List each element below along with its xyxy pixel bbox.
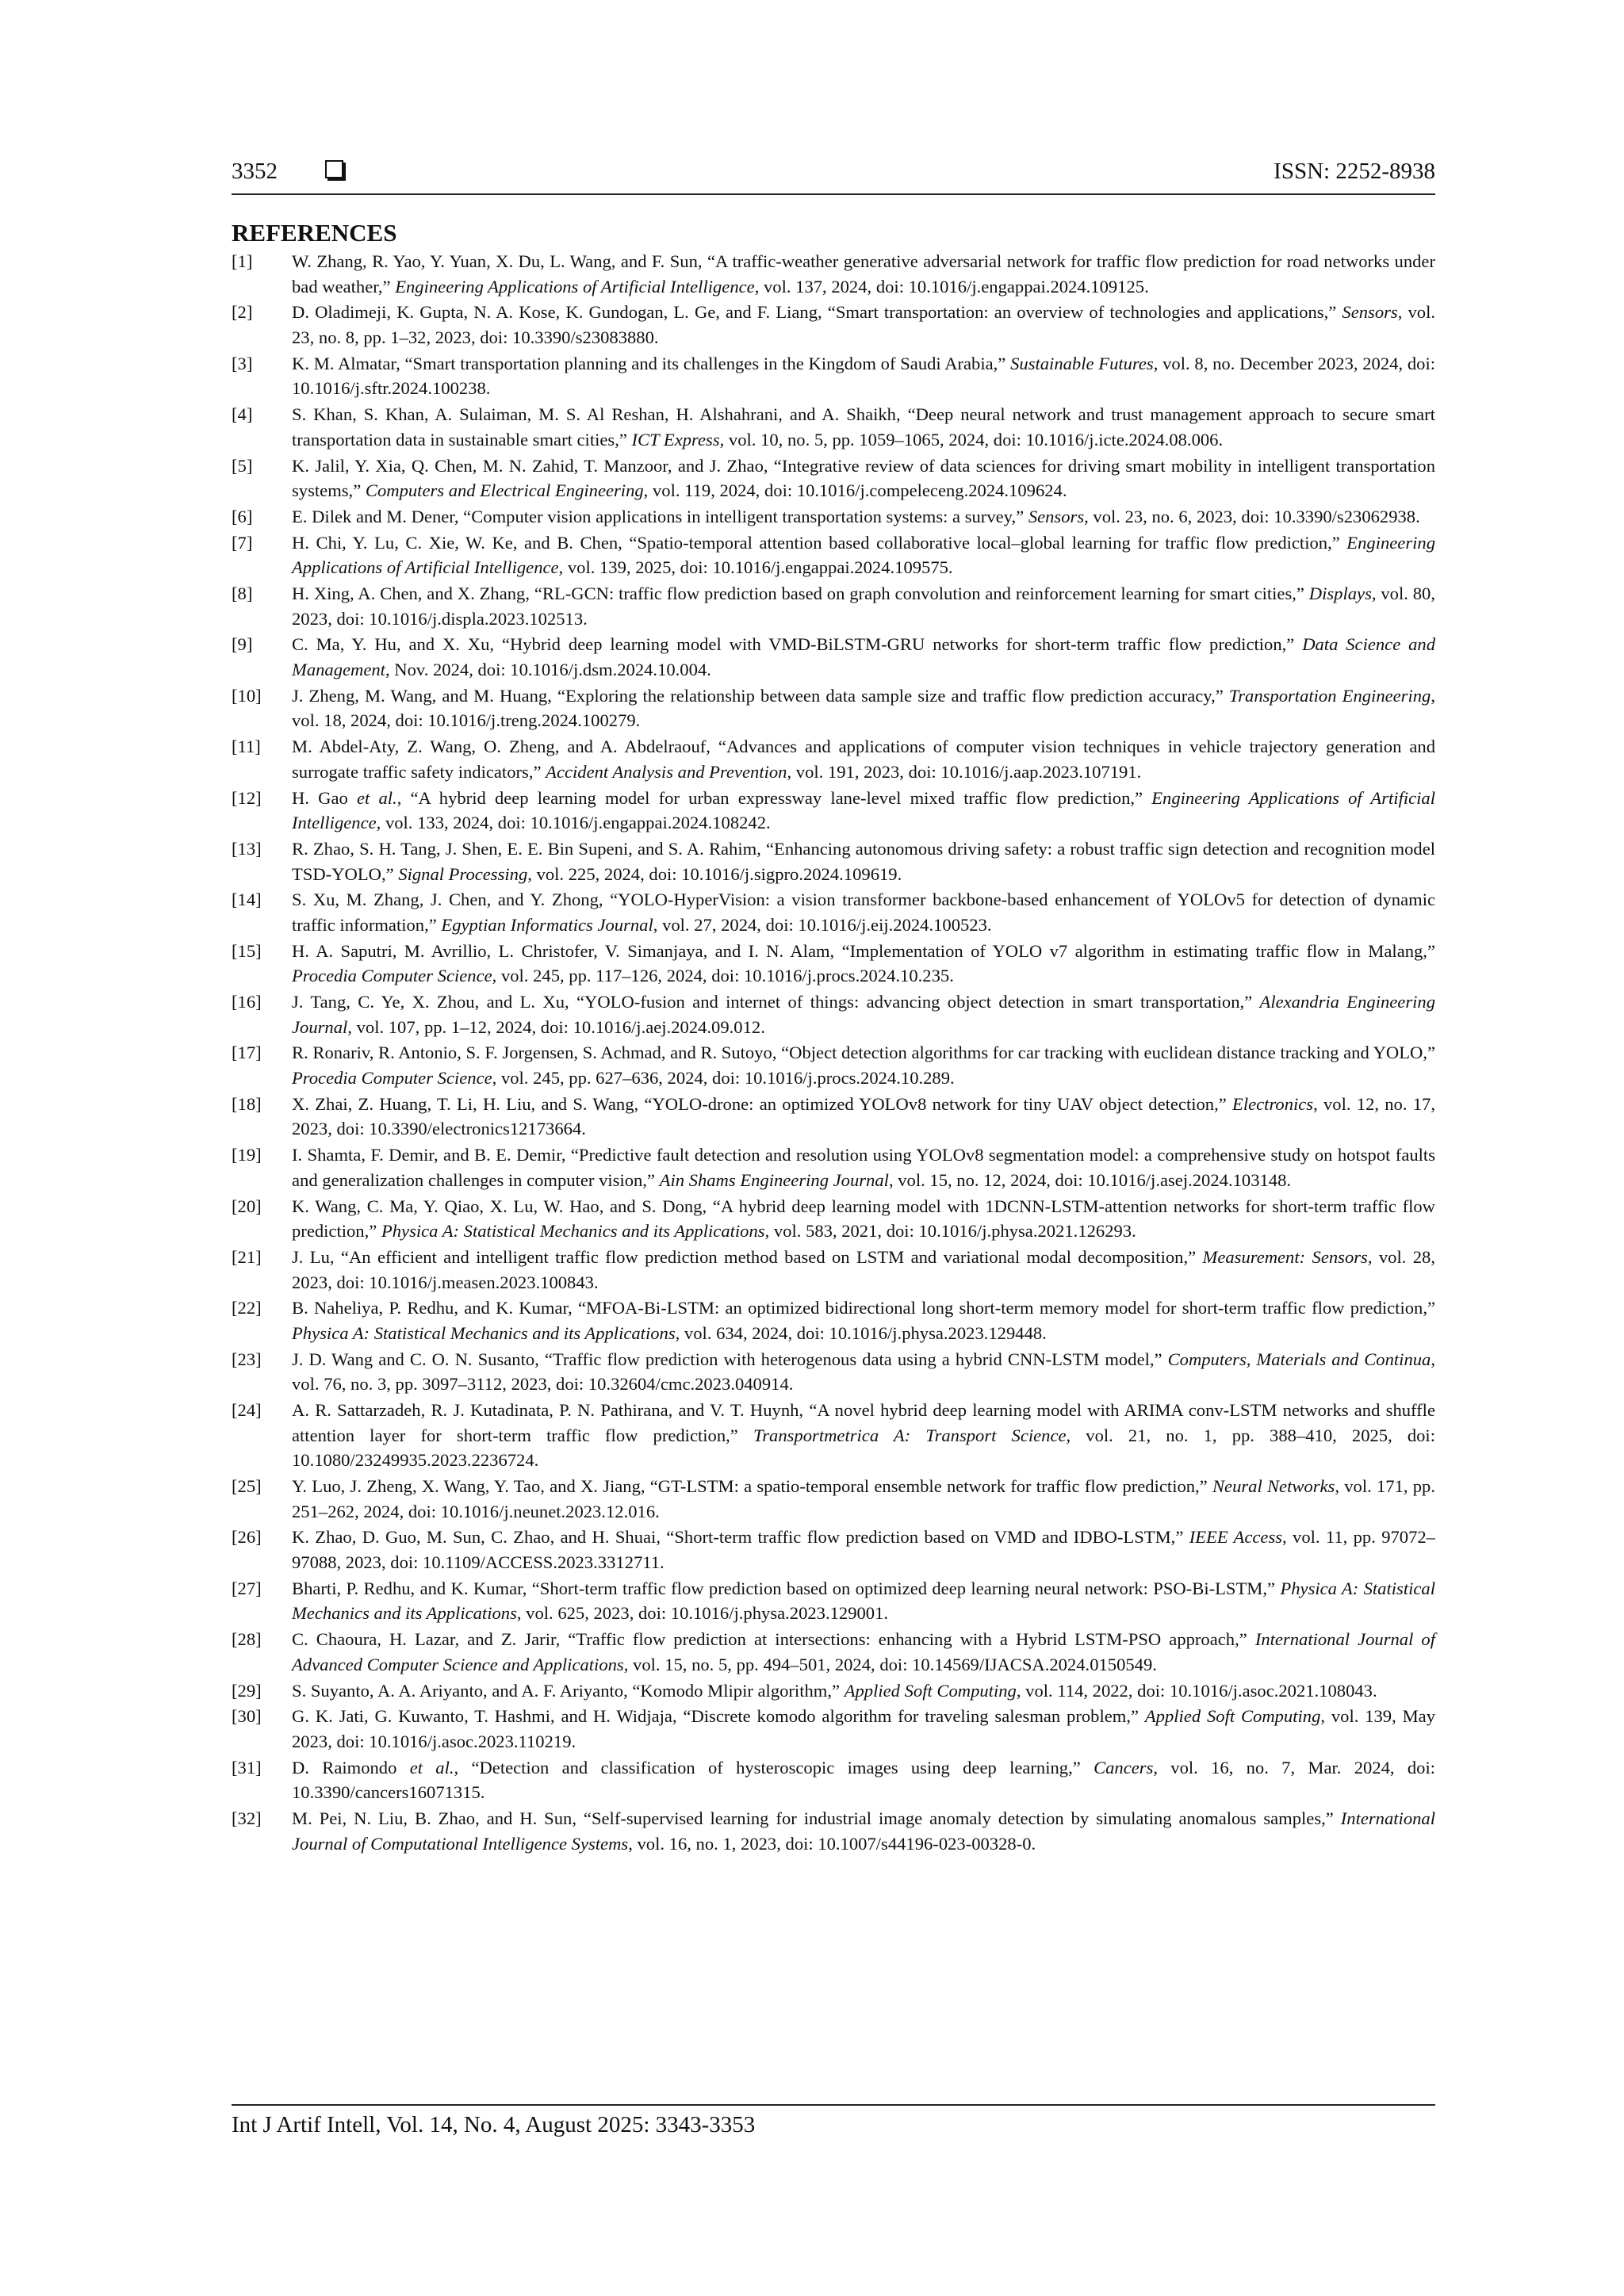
reference-item: [232, 1347, 1435, 1397]
reference-item: [232, 939, 1435, 989]
reference-item: [232, 683, 1435, 733]
reference-number: [7]: [232, 532, 253, 553]
reference-number: [32]: [232, 1808, 262, 1829]
reference-number: [16]: [232, 992, 262, 1012]
reference-item: [232, 836, 1435, 886]
reference-text: S. Xu, M. Zhang, J. Chen, and Y. Zhong, “YOLO-HyperVision: a vision transformer backbone-based enhancement of YOLOv5 for detection of dynamic traffic information,” Egyptian Informatics Journal, vol. 27, 2024, doi: 10.1016/j.eij.2024.100523.: [292, 890, 1435, 935]
reference-number: [15]: [232, 940, 262, 961]
reference-item: [232, 1245, 1435, 1295]
reference-text: X. Zhai, Z. Huang, T. Li, H. Liu, and S. Wang, “YOLO-drone: an optimized YOLOv8 network for tiny UAV object detection,” Electronics, vol. 12, no. 17, 2023, doi: 10.3390/electronics12173664.: [292, 1093, 1436, 1139]
reference-item: [232, 1704, 1435, 1754]
reference-item: [232, 1398, 1435, 1473]
reference-text: K. Jalil, Y. Xia, Q. Chen, M. N. Zahid, T. Manzoor, and J. Zhao, “Integrative review of data sciences for driving smart mobility in intelligent transportation systems,” Computers and Electrical Engineering, vol. 119, 2024, doi: 10.1016/j.compeleceng.2024.109624.: [292, 455, 1435, 501]
reference-text: H. Xing, A. Chen, and X. Zhang, “RL-GCN: traffic flow prediction based on graph convolution and reinforcement learning for smart cities,” Displays, vol. 80, 2023, doi: 10.1016/j.displa.2023.102513.: [292, 584, 1435, 629]
reference-text: W. Zhang, R. Yao, Y. Yuan, X. Du, L. Wang, and F. Sun, “A traffic-weather generative adversarial network for traffic flow prediction for road networks under bad weather,” Engineering Applications of Artificial Intelligence, vol. 137, 2024, doi: 10.1016/j.engappai.2024.109125.: [292, 251, 1435, 297]
reference-text: D. Oladimeji, K. Gupta, N. A. Kose, K. Gundogan, L. Ge, and F. Liang, “Smart transportation: an overview of technologies and applications,” Sensors, vol. 23, no. 8, pp. 1–32, 2023, doi: 10.3390/s23083880.: [292, 302, 1435, 347]
reference-number: [13]: [232, 838, 262, 859]
reference-number: [14]: [232, 890, 262, 910]
reference-number: [25]: [232, 1476, 262, 1496]
reference-text: K. M. Almatar, “Smart transportation planning and its challenges in the Kingdom of Saudi Arabia,” Sustainable Futures, vol. 8, no. December 2023, 2024, doi: 10.1016/j.sftr.2024.100238.: [292, 353, 1435, 399]
reference-text: H. A. Saputri, M. Avrillio, L. Christofer, V. Simanjaya, and I. N. Alam, “Implementation of YOLO v7 algorithm in estimating traffic flow in Malang,” Procedia Computer Science, vol. 245, pp. 117–126, 2024, doi: 10.1016/j.procs.2024.10.235.: [292, 940, 1435, 986]
reference-number: [27]: [232, 1578, 262, 1598]
reference-item: [232, 581, 1435, 631]
reference-number: [20]: [232, 1196, 262, 1216]
page-header: [232, 155, 1435, 195]
reference-text: D. Raimondo et al., “Detection and classification of hysteroscopic images using deep learning,” Cancers, vol. 16, no. 7, Mar. 2024, doi: 10.3390/cancers16071315.: [292, 1757, 1435, 1803]
reference-item: [232, 734, 1435, 784]
reference-number: [9]: [232, 634, 253, 655]
page-number: 3352: [232, 159, 278, 184]
reference-number: [1]: [232, 251, 253, 271]
reference-number: [19]: [232, 1145, 262, 1165]
reference-text: Bharti, P. Redhu, and K. Kumar, “Short-term traffic flow prediction based on optimized deep learning neural network: PSO-Bi-LSTM,” Physica A: Statistical Mechanics and its Applications, vol. 625, 2023, doi: 10.1016/j.physa.2023.129001.: [292, 1578, 1435, 1624]
reference-text: K. Wang, C. Ma, Y. Qiao, X. Lu, W. Hao, and S. Dong, “A hybrid deep learning model with 1DCNN-LSTM-attention networks for short-term traffic flow prediction,” Physica A: Statistical Mechanics and its Applications, vol. 583, 2021, doi: 10.1016/j.physa.2021.126293.: [292, 1196, 1435, 1242]
reference-number: [30]: [232, 1706, 262, 1727]
reference-number: [24]: [232, 1400, 262, 1421]
reference-text: M. Pei, N. Liu, B. Zhao, and H. Sun, “Self-supervised learning for industrial image anomaly detection by simulating anomalous samples,” International Journal of Computational Intelligence Systems, vol. 16, no. 1, 2023, doi: 10.1007/s44196-023-00328-0.: [292, 1808, 1435, 1854]
reference-number: [17]: [232, 1043, 262, 1063]
reference-item: [232, 453, 1435, 503]
reference-list: [232, 249, 1435, 1857]
reference-text: J. Lu, “An efficient and intelligent traffic flow prediction method based on LSTM and variational modal decomposition,” Measurement: Sensors, vol. 28, 2023, doi: 10.1016/j.measen.2023.100843.: [292, 1246, 1435, 1292]
reference-number: [2]: [232, 302, 253, 323]
reference-item: [232, 1525, 1435, 1575]
reference-number: [29]: [232, 1680, 262, 1701]
footer-rule: [232, 2104, 1435, 2106]
reference-item: [232, 300, 1435, 350]
reference-text: C. Chaoura, H. Lazar, and Z. Jarir, “Traffic flow prediction at intersections: enhancing with a Hybrid LSTM-PSO approach,” International Journal of Advanced Computer Science and Applications, vol. 15, no. 5, pp. 494–501, 2024, doi: 10.14569/IJACSA.2024.0150549.: [292, 1629, 1435, 1674]
reference-item: [232, 786, 1435, 836]
issn-label: ISSN: 2252-8938: [1274, 159, 1435, 184]
reference-item: [232, 530, 1435, 580]
reference-number: [21]: [232, 1246, 262, 1267]
reference-item: [232, 1194, 1435, 1244]
reference-item: [232, 402, 1435, 452]
reference-item: [232, 1678, 1435, 1704]
reference-text: A. R. Sattarzadeh, R. J. Kutadinata, P. N. Pathirana, and V. T. Huynh, “A novel hybrid deep learning model with ARIMA conv-LSTM networks and shuffle attention layer for short-term traffic flow prediction,” Transportmetrica A: Transport Science, vol. 21, no. 1, pp. 388–410, 2025, doi: 10.1080/23249935.2023.2236724.: [292, 1400, 1435, 1471]
reference-item: [232, 1806, 1435, 1856]
reference-item: [232, 1295, 1435, 1345]
reference-text: J. D. Wang and C. O. N. Susanto, “Traffic flow prediction with heterogenous data using a hybrid CNN-LSTM model,” Computers, Materials and Continua, vol. 76, no. 3, pp. 3097–3112, 2023, doi: 10.32604/cmc.2023.040914.: [292, 1349, 1435, 1395]
reference-number: [11]: [232, 737, 261, 757]
reference-item: [232, 1092, 1435, 1142]
reference-number: [3]: [232, 353, 253, 373]
reference-text: Y. Luo, J. Zheng, X. Wang, Y. Tao, and X. Jiang, “GT-LSTM: a spatio-temporal ensemble network for traffic flow prediction,” Neural Networks, vol. 171, pp. 251–262, 2024, doi: 10.1016/j.neunet.2023.12.016.: [292, 1476, 1435, 1521]
reference-item: [232, 632, 1435, 682]
reference-text: M. Abdel-Aty, Z. Wang, O. Zheng, and A. Abdelraouf, “Advances and applications of computer vision techniques in vehicle trajectory generation and surrogate traffic safety indicators,” Accident Analysis and Prevention, vol. 191, 2023, doi: 10.1016/j.aap.2023.107191.: [292, 737, 1435, 782]
footer-citation: Int J Artif Intell, Vol. 14, No. 4, August 2025: 3343-3353: [232, 2112, 756, 2137]
reference-text: G. K. Jati, G. Kuwanto, T. Hashmi, and H. Widjaja, “Discrete komodo algorithm for traveling salesman problem,” Applied Soft Computing, vol. 139, May 2023, doi: 10.1016/j.asoc.2023.110219.: [292, 1706, 1435, 1751]
reference-text: J. Tang, C. Ye, X. Zhou, and L. Xu, “YOLO-fusion and internet of things: advancing object detection in smart transportation,” Alexandria Engineering Journal, vol. 107, pp. 1–12, 2024, doi: 10.1016/j.aej.2024.09.012.: [292, 992, 1435, 1037]
reference-text: J. Zheng, M. Wang, and M. Huang, “Exploring the relationship between data sample size and traffic flow prediction accuracy,” Transportation Engineering, vol. 18, 2024, doi: 10.1016/j.treng.2024.100279.: [292, 685, 1435, 731]
reference-item: [232, 887, 1435, 937]
reference-text: B. Naheliya, P. Redhu, and K. Kumar, “MFOA-Bi-LSTM: an optimized bidirectional long short-term memory model for short-term traffic flow prediction,” Physica A: Statistical Mechanics and its Applications, vol. 634, 2024, doi: 10.1016/j.physa.2023.129448.: [292, 1298, 1435, 1343]
reference-number: [23]: [232, 1349, 262, 1369]
reference-text: H. Gao et al., “A hybrid deep learning model for urban expressway lane-level mixed traffic flow prediction,” Engineering Applications of Artificial Intelligence, vol. 133, 2024, doi: 10.1016/j.engappai.2024.108242.: [292, 787, 1436, 833]
reference-item: [232, 1040, 1435, 1090]
reference-text: R. Ronariv, R. Antonio, S. F. Jorgensen, S. Achmad, and R. Sutoyo, “Object detection algorithms for car tracking with euclidean distance tracking and YOLO,” Procedia Computer Science, vol. 245, pp. 627–636, 2024, doi: 10.1016/j.procs.2024.10.289.: [292, 1043, 1435, 1088]
reference-text: K. Zhao, D. Guo, M. Sun, C. Zhao, and H. Shuai, “Short-term traffic flow prediction based on VMD and IDBO-LSTM,” IEEE Access, vol. 11, pp. 97072–97088, 2023, doi: 10.1109/ACCESS.2023.3312711.: [292, 1527, 1435, 1572]
reference-text: S. Suyanto, A. A. Ariyanto, and A. F. Ariyanto, “Komodo Mlipir algorithm,” Applied Soft Computing, vol. 114, 2022, doi: 10.1016/j.asoc.2021.108043.: [292, 1680, 1377, 1701]
reference-number: [5]: [232, 455, 253, 476]
reference-number: [8]: [232, 584, 253, 604]
reference-item: [232, 1576, 1435, 1626]
reference-number: [6]: [232, 506, 253, 526]
reference-number: [12]: [232, 787, 262, 808]
reference-text: S. Khan, S. Khan, A. Sulaiman, M. S. Al Reshan, H. Alshahrani, and A. Shaikh, “Deep neural network and trust management approach to secure smart transportation data in sustainable smart cities,” ICT Express, vol. 10, no. 5, pp. 1059–1065, 2024, doi: 10.1016/j.icte.2024.08.006.: [292, 404, 1435, 450]
square-box-icon: [325, 160, 343, 178]
reference-item: [232, 1474, 1435, 1524]
reference-item: [232, 249, 1435, 299]
reference-text: H. Chi, Y. Lu, C. Xie, W. Ke, and B. Chen, “Spatio-temporal attention based collaborative local–global learning for traffic flow prediction,” Engineering Applications of Artificial Intelligence, vol. 139, 2025, doi: 10.1016/j.engappai.2024.109575.: [292, 532, 1435, 578]
reference-item: [232, 989, 1435, 1039]
reference-item: [232, 351, 1435, 401]
reference-number: [18]: [232, 1093, 262, 1114]
references-heading: REFERENCES: [232, 219, 397, 247]
reference-text: I. Shamta, F. Demir, and B. E. Demir, “Predictive fault detection and resolution using YOLOv8 segmentation model: a comprehensive study on hotspot faults and generalization challenges in computer vision,” Ain Shams Engineering Journal, vol. 15, no. 12, 2024, doi: 10.1016/j.asej.2024.103148.: [292, 1145, 1435, 1190]
reference-item: [232, 1627, 1435, 1677]
reference-item: [232, 1142, 1435, 1192]
reference-number: [26]: [232, 1527, 262, 1548]
reference-text: C. Ma, Y. Hu, and X. Xu, “Hybrid deep learning model with VMD-BiLSTM-GRU networks for short-term traffic flow prediction,” Data Science and Management, Nov. 2024, doi: 10.1016/j.dsm.2024.10.004.: [292, 634, 1435, 679]
reference-text: R. Zhao, S. H. Tang, J. Shen, E. E. Bin Supeni, and S. A. Rahim, “Enhancing autonomous driving safety: a robust traffic sign detection and recognition model TSD-YOLO,” Signal Processing, vol. 225, 2024, doi: 10.1016/j.sigpro.2024.109619.: [292, 838, 1435, 884]
reference-number: [22]: [232, 1298, 262, 1318]
reference-item: [232, 504, 1435, 530]
reference-number: [10]: [232, 685, 262, 706]
reference-number: [28]: [232, 1629, 262, 1650]
reference-number: [4]: [232, 404, 253, 425]
reference-text: E. Dilek and M. Dener, “Computer vision applications in intelligent transportation systems: a survey,” Sensors, vol. 23, no. 6, 2023, doi: 10.3390/s23062938.: [292, 506, 1420, 526]
reference-number: [31]: [232, 1757, 262, 1777]
reference-item: [232, 1755, 1435, 1805]
